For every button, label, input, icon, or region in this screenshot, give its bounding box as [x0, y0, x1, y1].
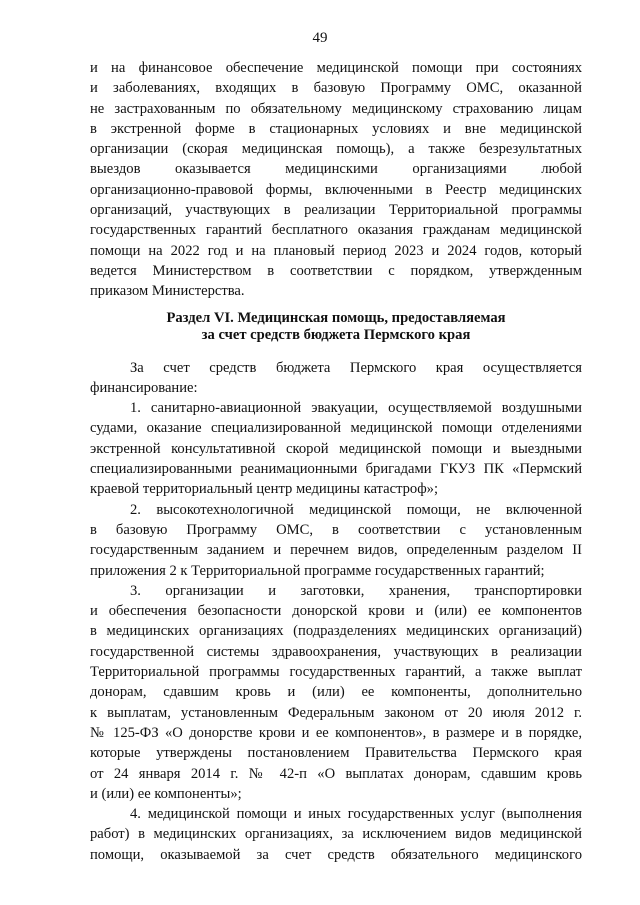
text-line: № 125-ФЗ «О донорстве крови и ее компонентов», в размере и в порядке,	[90, 724, 582, 741]
text-line: от 24 января 2014 г. № 42-п «О выплатах донорам, сдавшим кровь	[90, 765, 582, 782]
section-heading-line: Раздел VI. Медицинская помощь, предоставляемая	[166, 309, 506, 326]
text-line: к выплатам, установленным Федеральным законом от 20 июля 2012 г.	[90, 704, 582, 721]
section-heading	[90, 310, 582, 344]
text-line: экстренной консультативной скорой медицинской помощи и выездными	[90, 440, 582, 457]
text-line: организации (скорая медицинская помощь), а также безрезультатных	[90, 141, 582, 158]
text-line: в базовую Программу ОМС, в соответствии с установленным	[90, 521, 582, 538]
paragraph-item-2	[90, 500, 582, 581]
text-line: государственным заданием и перечнем видов, определенным разделом II	[90, 542, 582, 559]
section-heading-line: за счет средств бюджета Пермского края	[201, 326, 471, 343]
text-line: краевой территориальный центр медицины катастроф»;	[90, 481, 439, 498]
intro-paragraph	[90, 58, 582, 302]
text-line: и на финансовое обеспечение медицинской помощи при состояниях	[90, 60, 582, 76]
text-line: приложения 2 к Территориальной программе государственных гарантий;	[90, 562, 545, 579]
text-line: и заболеваниях, входящих в базовую Программу ОМС, оказанной	[90, 80, 582, 97]
text-line: государственной системы здравоохранения, участвующих в реализации	[90, 643, 582, 660]
text-line: выездов оказывается медицинскими организациями любой	[90, 161, 582, 178]
text-line: донорам, сдавшим кровь и (или) ее компоненты, дополнительно	[90, 684, 582, 701]
text-line: помощи на 2022 год и на плановый период 2023 и 2024 годов, который	[90, 242, 582, 259]
page-number: 49	[312, 30, 328, 46]
text-line: приказом Министерства.	[90, 283, 245, 300]
text-line: специализированными реанимационными бригадами ГКУЗ ПК «Пермский	[90, 461, 582, 478]
text-line: ведется Министерством в соответствии с порядком, утвержденным	[90, 262, 582, 279]
paragraph-item-3	[90, 581, 582, 804]
text-line: 4. медицинской помощи и иных государственных услуг (выполнения	[130, 806, 582, 823]
text-line: и обеспечения безопасности донорской крови и (или) ее компонентов	[90, 603, 582, 620]
paragraph-item-4	[90, 804, 582, 865]
text-line: работ) в медицинских организациях, за исключением видов медицинской	[90, 826, 582, 843]
text-line: помощи, оказываемой за счет средств обязательного медицинского	[90, 846, 582, 863]
text-line: Территориальной программы государственных гарантий, а также выплат	[90, 664, 582, 681]
text-line: судами, оказание специализированной медицинской помощи отделениями	[90, 420, 582, 437]
text-line: государственных гарантий бесплатного оказания гражданам медицинской	[90, 222, 582, 239]
text-line: финансирование:	[90, 379, 198, 396]
text-line: в медицинских организациях (подразделениях медицинских организаций)	[90, 623, 582, 640]
text-line: организационно-правовой формы, включенными в Реестр медицинских	[90, 181, 582, 198]
page-content	[90, 58, 582, 865]
text-line: 3. организации и заготовки, хранения, транспортировки	[130, 582, 582, 599]
text-line: 2. высокотехнологичной медицинской помощи, не включенной	[130, 501, 582, 518]
text-line: организаций, участвующих в реализации Территориальной программы	[90, 202, 582, 219]
text-line: За счет средств бюджета Пермского края осуществляется	[130, 359, 582, 376]
text-line: и (или) ее компоненты»;	[90, 785, 242, 802]
paragraph-item-1	[90, 398, 582, 499]
text-line: не застрахованным по обязательному медицинскому страхованию лицам	[90, 100, 582, 117]
text-line: 1. санитарно-авиационной эвакуации, осуществляемой воздушными	[130, 400, 582, 417]
text-line: в экстренной форме в стационарных условиях и вне медицинской	[90, 120, 582, 137]
paragraph-funding-intro	[90, 358, 582, 399]
text-line: которые утверждены постановлением Правительства Пермского края	[90, 745, 582, 762]
